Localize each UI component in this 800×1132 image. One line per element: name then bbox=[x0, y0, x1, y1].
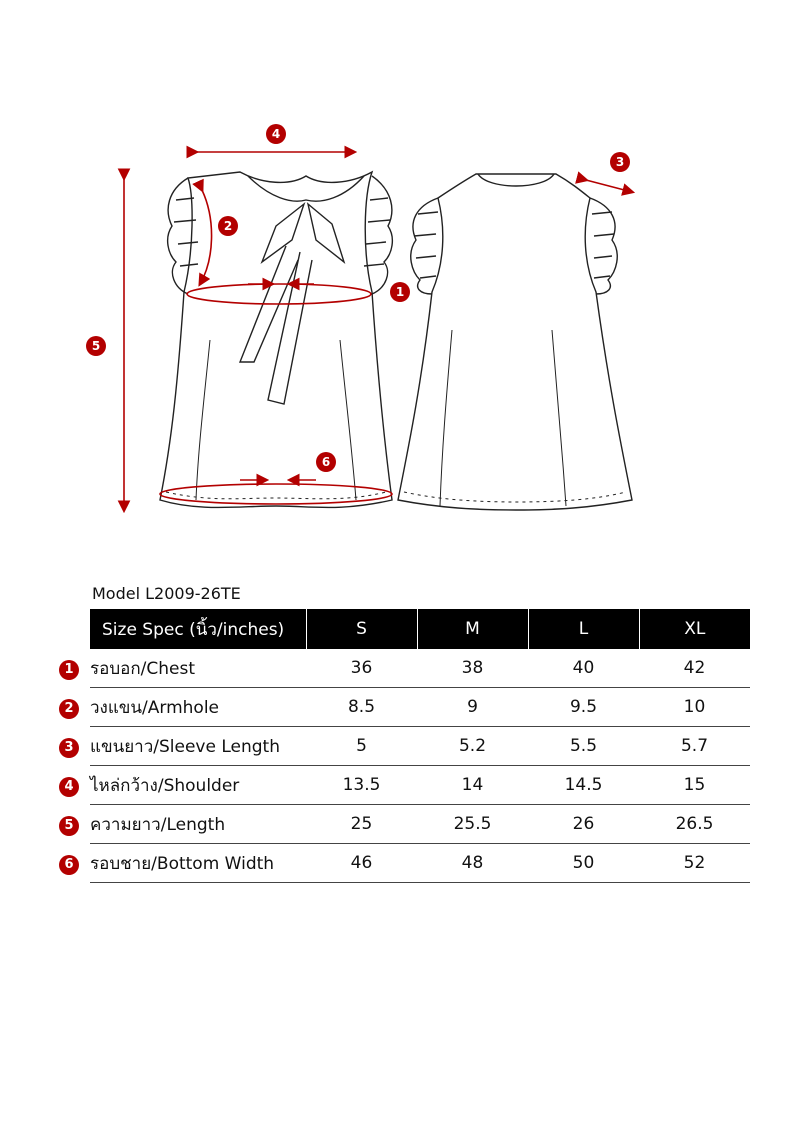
cell-value: 10 bbox=[639, 688, 750, 727]
header-size-s: S bbox=[306, 609, 417, 649]
row-label-armhole: วงแขน/Armhole bbox=[90, 688, 306, 727]
row-marker-5-icon: 5 bbox=[59, 816, 79, 836]
cell-value: 14 bbox=[417, 766, 528, 805]
marker-6-text: 6 bbox=[321, 455, 331, 469]
header-size-l: L bbox=[528, 609, 639, 649]
table-row bbox=[90, 727, 750, 766]
model-number: Model L2009-26TE bbox=[92, 584, 241, 603]
row-label-bottom-width: รอบชาย/Bottom Width bbox=[90, 844, 306, 883]
cell-value: 5 bbox=[306, 727, 417, 766]
header-size-xl: XL bbox=[639, 609, 750, 649]
cell-value: 8.5 bbox=[306, 688, 417, 727]
row-label-length: ความยาว/Length bbox=[90, 805, 306, 844]
row-label-shoulder: ไหล่กว้าง/Shoulder bbox=[90, 766, 306, 805]
cell-value: 48 bbox=[417, 844, 528, 883]
cell-value: 46 bbox=[306, 844, 417, 883]
cell-value: 5.2 bbox=[417, 727, 528, 766]
cell-value: 14.5 bbox=[528, 766, 639, 805]
row-marker-2-icon: 2 bbox=[59, 699, 79, 719]
cell-value: 5.7 bbox=[639, 727, 750, 766]
table-header-row bbox=[90, 609, 750, 649]
size-spec-table bbox=[90, 609, 750, 883]
cell-value: 36 bbox=[306, 649, 417, 688]
cell-value: 42 bbox=[639, 649, 750, 688]
row-marker-1-icon: 1 bbox=[59, 660, 79, 680]
cell-value: 26 bbox=[528, 805, 639, 844]
cell-value: 25 bbox=[306, 805, 417, 844]
cell-value: 13.5 bbox=[306, 766, 417, 805]
sketch-markers bbox=[86, 124, 630, 472]
cell-value: 5.5 bbox=[528, 727, 639, 766]
table-row bbox=[90, 766, 750, 805]
cell-value: 25.5 bbox=[417, 805, 528, 844]
header-size-m: M bbox=[417, 609, 528, 649]
measurement-lines bbox=[124, 152, 632, 510]
marker-1-text: 1 bbox=[395, 285, 405, 299]
table-row bbox=[90, 649, 750, 688]
cell-value: 52 bbox=[639, 844, 750, 883]
table-row bbox=[90, 844, 750, 883]
row-marker-6-icon: 6 bbox=[59, 855, 79, 875]
row-label-sleeve-length: แขนยาว/Sleeve Length bbox=[90, 727, 306, 766]
cell-value: 9 bbox=[417, 688, 528, 727]
cell-value: 15 bbox=[639, 766, 750, 805]
marker-5-text: 5 bbox=[91, 339, 101, 353]
marker-4-text: 4 bbox=[271, 127, 281, 141]
table-row bbox=[90, 688, 750, 727]
cell-value: 26.5 bbox=[639, 805, 750, 844]
row-label-chest: รอบอก/Chest bbox=[90, 649, 306, 688]
cell-value: 38 bbox=[417, 649, 528, 688]
marker-2-text: 2 bbox=[223, 219, 233, 233]
cell-value: 40 bbox=[528, 649, 639, 688]
row-marker-4-icon: 4 bbox=[59, 777, 79, 797]
garment-sketch bbox=[0, 0, 800, 560]
back-view bbox=[395, 174, 632, 510]
cell-value: 50 bbox=[528, 844, 639, 883]
cell-value: 9.5 bbox=[528, 688, 639, 727]
row-marker-3-icon: 3 bbox=[59, 738, 79, 758]
table-row bbox=[90, 805, 750, 844]
marker-3-text: 3 bbox=[615, 155, 625, 169]
header-size-spec: Size Spec (นิ้ว/inches) bbox=[90, 609, 306, 649]
front-view bbox=[160, 172, 392, 508]
